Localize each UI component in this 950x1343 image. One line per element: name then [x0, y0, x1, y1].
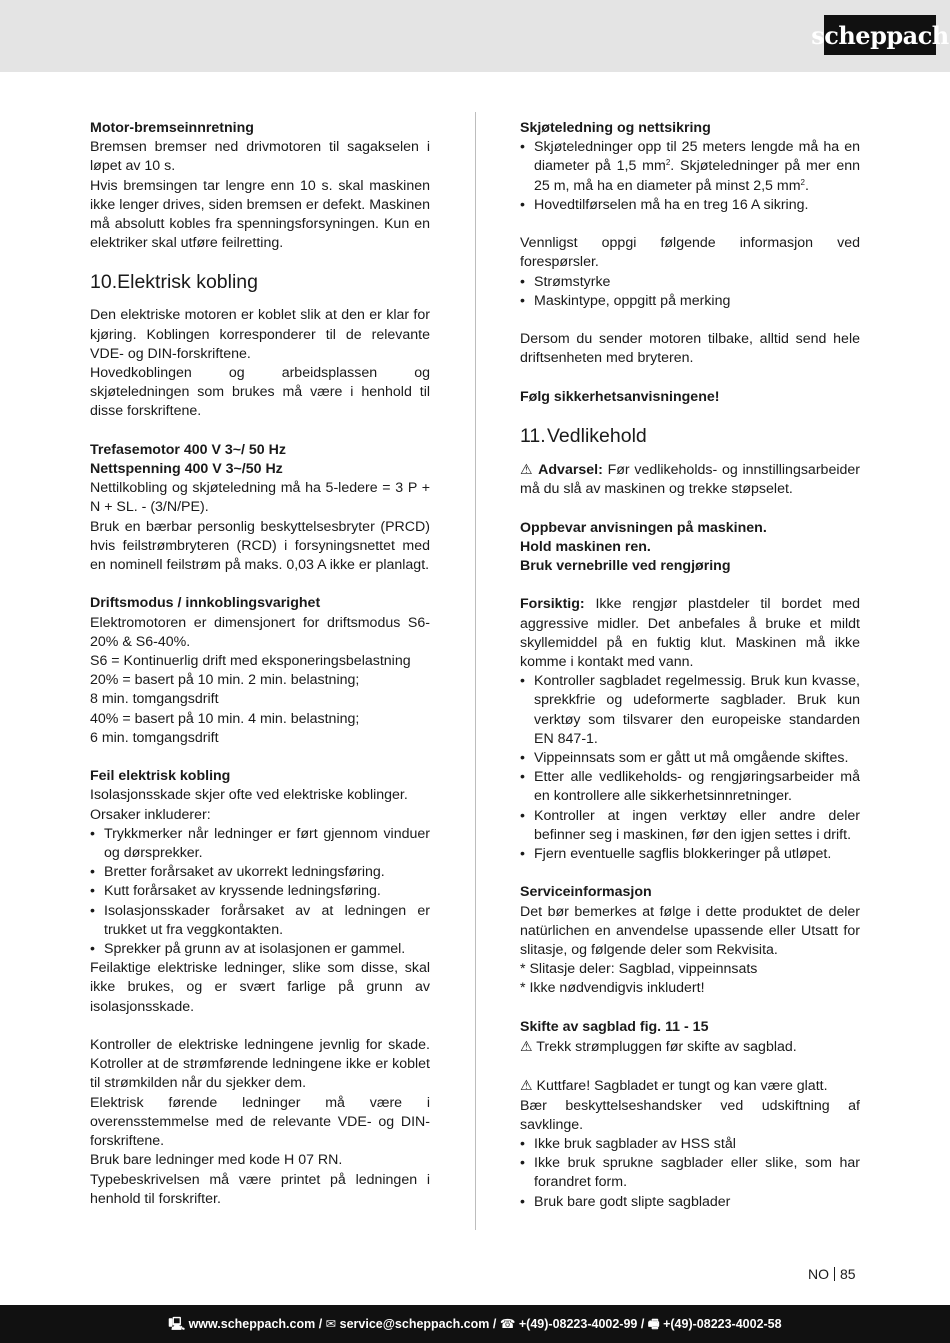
- phone-icon: ☎: [499, 1317, 516, 1331]
- blade-paragraph: Bær beskyttelseshandsker ved udskiftning af savklinge.: [520, 1097, 860, 1133]
- list-item: • Hovedtilførselen må ha en treg 16 A sikring.: [520, 196, 860, 215]
- three-phase-paragraph-2: Bruk en bærbar personlig beskyttelsesbryter (PRCD) hvis feilstrømbryteren (RCD) i forsyningsnettet med en nominell feilstrøm på maks. 0,03 A ikke er planlagt.: [90, 518, 430, 574]
- list-item: • Strømstyrke: [520, 273, 860, 292]
- header-bar: [0, 0, 950, 72]
- keep-line-3: Bruk vernebrille ved rengjøring: [520, 558, 731, 574]
- info-list: [520, 273, 860, 311]
- extension-list: [520, 138, 860, 215]
- service-paragraph: Det bør bemerkes at følge i dette produktet de deler natürlichen en anvendelse upassende eller Utsatt for slitasje, og følgende deler som Rekvisita.: [520, 903, 860, 959]
- blade-warning-1: ⚠ Trekk strømpluggen før skifte av sagblad.: [520, 1038, 797, 1056]
- website-link[interactable]: www.scheppach.com: [188, 1317, 316, 1331]
- three-phase-title-1: Trefasemotor 400 V 3~/ 50 Hz: [90, 441, 286, 458]
- list-item: • Ikke bruk sagblader av HSS stål: [520, 1135, 860, 1154]
- list-item: • Vippeinnsats som er gått ut må omgående skiftes.: [520, 749, 860, 768]
- section-10-number: 10.: [90, 271, 118, 294]
- list-item: • Fjern eventuelle sagflis blokkeringer på utløpet.: [520, 845, 860, 864]
- page-number: [808, 1265, 856, 1283]
- page-number-value: 85: [840, 1266, 856, 1282]
- email-icon: ✉: [325, 1317, 337, 1331]
- check-paragraph-4: Typebeskrivelsen må være printet på ledningen i henhold til forskrifter.: [90, 1171, 430, 1207]
- service-line-1: * Slitasje deler: Sagblad, vippeinnsats: [520, 961, 758, 978]
- right-column: [520, 119, 860, 1212]
- scheppach-logo[interactable]: scheppach: [824, 15, 936, 55]
- keep-line-1: Oppbevar anvisningen på maskinen.: [520, 519, 767, 536]
- section-11-heading: [520, 424, 860, 448]
- section-11-number: 11.: [520, 425, 546, 447]
- fault-list: [90, 825, 430, 959]
- electric-paragraph-2: Hovedkoblingen og arbeidsplassen og skjøteledningen som brukes må være i henhold til disse forskriftene.: [90, 365, 430, 420]
- list-item: • Ikke bruk sprukne sagblader eller slike, som har forandret form.: [520, 1154, 860, 1192]
- warning-triangle-icon: ⚠: [520, 461, 534, 477]
- fax-number: +(49)-08223-4002-58: [663, 1317, 782, 1331]
- caution-paragraph: Forsiktig: Ikke rengjør plastdeler til bordet med aggressive midler. Det anbefales å bruke et mildt skyllemiddel på en fuktig klut. Maskinen må ikke komme i kontakt med vann.: [520, 596, 860, 670]
- three-phase-paragraph-1: Nettilkobling og skjøteledning må ha 5-ledere = 3 P + N + SL. - (3/N/PE).: [90, 480, 430, 516]
- list-item: • Kutt forårsaket av kryssende ledningsføring.: [90, 882, 430, 901]
- computer-icon: 🖳: [168, 1317, 186, 1331]
- fault-intro: Isolasjonsskade skjer ofte ved elektriske koblinger.: [90, 787, 408, 804]
- list-item: • Sprekker på grunn av at isolasjonen er gammel.: [90, 940, 430, 959]
- brake-title: Motor-bremseinnretning: [90, 120, 254, 136]
- list-item: • Trykkmerker når ledninger er ført gjennom vinduer og dørsprekker.: [90, 825, 430, 863]
- list-item: • Kontroller sagbladet regelmessig. Bruk kun kvasse, sprekkfrie og udeformerte sagblader. Bruk kun verktøy som tilsvarer den europeiske standarden EN 847-1.: [520, 672, 860, 749]
- list-item: • Bruk bare godt slipte sagblader: [520, 1193, 860, 1212]
- email-link[interactable]: service@scheppach.com: [339, 1317, 490, 1331]
- brake-text-2: Hvis bremsingen tar lengre enn 10 s. skal maskinen ikke lenger drives, siden bremsen er defekt. Maskinen må absolutt kobles fra spenningsforsyningen. Kun en elektriker skal utføre feilretting.: [90, 177, 430, 252]
- mode-line: 40% = basert på 10 min. 4 min. belastning;: [90, 710, 360, 727]
- column-divider: [475, 112, 476, 1230]
- safety-note: Følg sikkerhetsanvisningene!: [520, 388, 720, 405]
- keep-line-2: Hold maskinen ren.: [520, 538, 651, 555]
- extension-title: Skjøteledning og nettsikring: [520, 120, 711, 136]
- info-intro: Vennligst oppgi følgende informasjon ved forespørsler.: [520, 235, 860, 271]
- fault-title: Feil elektrisk kobling: [90, 768, 231, 785]
- section-10-title: Elektrisk kobling: [117, 271, 258, 294]
- list-item: • Kontroller at ingen verktøy eller andre deler befinner seg i maskinen, før den igjen settes i drift.: [520, 807, 860, 845]
- check-paragraph-2: Elektrisk førende ledninger må være i overensstemmelse med de relevante VDE- og DIN-forskriftene.: [90, 1094, 430, 1150]
- blade-title: Skifte av sagblad fig. 11 - 15: [520, 1018, 709, 1035]
- return-text: Dersom du sender motoren tilbake, alltid send hele driftsenheten med bryteren.: [520, 331, 860, 367]
- section-11-title: Vedlikehold: [547, 425, 647, 447]
- mode-line: 6 min. tomgangsdrift: [90, 729, 219, 746]
- mode-line: S6 = Kontinuerlig drift med eksponeringsbelastning: [90, 653, 411, 670]
- service-line-2: * Ikke nødvendigvis inkludert!: [520, 980, 705, 997]
- warning-triangle-icon: ⚠: [520, 1077, 533, 1094]
- mode-title: Driftsmodus / innkoblingsvarighet: [90, 595, 321, 612]
- blade-list: [520, 1135, 860, 1212]
- list-item: • Isolasjonsskader forårsaket av at ledningen er trukket ut fra veggkontakten.: [90, 902, 430, 940]
- list-item: • Bretter forårsaket av ukorrekt ledningsføring.: [90, 863, 430, 882]
- left-column: [90, 119, 430, 1209]
- list-item: • Etter alle vedlikeholds- og rengjøringsarbeider må en kontrollere alle sikkerhetsinnretninger.: [520, 768, 860, 806]
- warning-paragraph: ⚠ Advarsel: Før vedlikeholds- og innstillingsarbeider må du slå av maskinen og trekke støpselet.: [520, 461, 860, 498]
- fault-intro-2: Orsaker inkluderer:: [90, 806, 211, 823]
- page-language: NO: [808, 1266, 829, 1282]
- warning-triangle-icon: ⚠: [520, 1038, 533, 1055]
- mode-line: 8 min. tomgangsdrift: [90, 691, 219, 708]
- list-item: • Skjøteledninger opp til 25 meters lengde må ha en diameter på 1,5 $mm^2$. Skjøteledninger på mer enn 25 m, må ha en diameter på minst 2,5 $mm^2$.: [520, 138, 860, 196]
- list-item: • Maskintype, oppgitt på merking: [520, 292, 860, 311]
- fault-outro: Feilaktige elektriske ledninger, slike som disse, skal ikke brukes, og er svært farlige på grunn av isolasjonsskade.: [90, 960, 430, 1015]
- blade-warning-2: ⚠ Kuttfare! Sagbladet er tungt og kan være glatt.: [520, 1077, 828, 1095]
- footer-bar: 🖳 www.scheppach.com / ✉ service@scheppach.com / ☎ +(49)-08223-4002-99 / 🖷 +(49)-08223-4002-58: [0, 1305, 950, 1343]
- service-title: Serviceinformasjon: [520, 884, 652, 901]
- three-phase-title-2: Nettspenning 400 V 3~/50 Hz: [90, 461, 283, 478]
- fax-icon: 🖷: [647, 1317, 660, 1331]
- section-10-heading: [90, 270, 430, 294]
- brake-text: Bremsen bremser ned drivmotoren til sagakselen i løpet av 10 s.: [90, 139, 430, 175]
- mode-line: 20% = basert på 10 min. 2 min. belastning;: [90, 672, 360, 689]
- check-paragraph-1: Kontroller de elektriske ledningene jevnlig for skade. Kotroller at de strømførende ledningene ikke er koblet til strømkilden når du sjekker dem.: [90, 1037, 430, 1092]
- maintenance-list: [520, 672, 860, 864]
- phone-number: +(49)-08223-4002-99: [518, 1317, 638, 1331]
- electric-paragraph-1: Den elektriske motoren er koblet slik at den er klar for kjøring. Koblingen korresponderer til de relevante VDE- og DIN-forskriftene.: [90, 307, 430, 362]
- mode-line: Elektromotoren er dimensjonert for driftsmodus S6-20% & S6-40%.: [90, 614, 430, 650]
- check-paragraph-3: Bruk bare ledninger med kode H 07 RN.: [90, 1152, 343, 1169]
